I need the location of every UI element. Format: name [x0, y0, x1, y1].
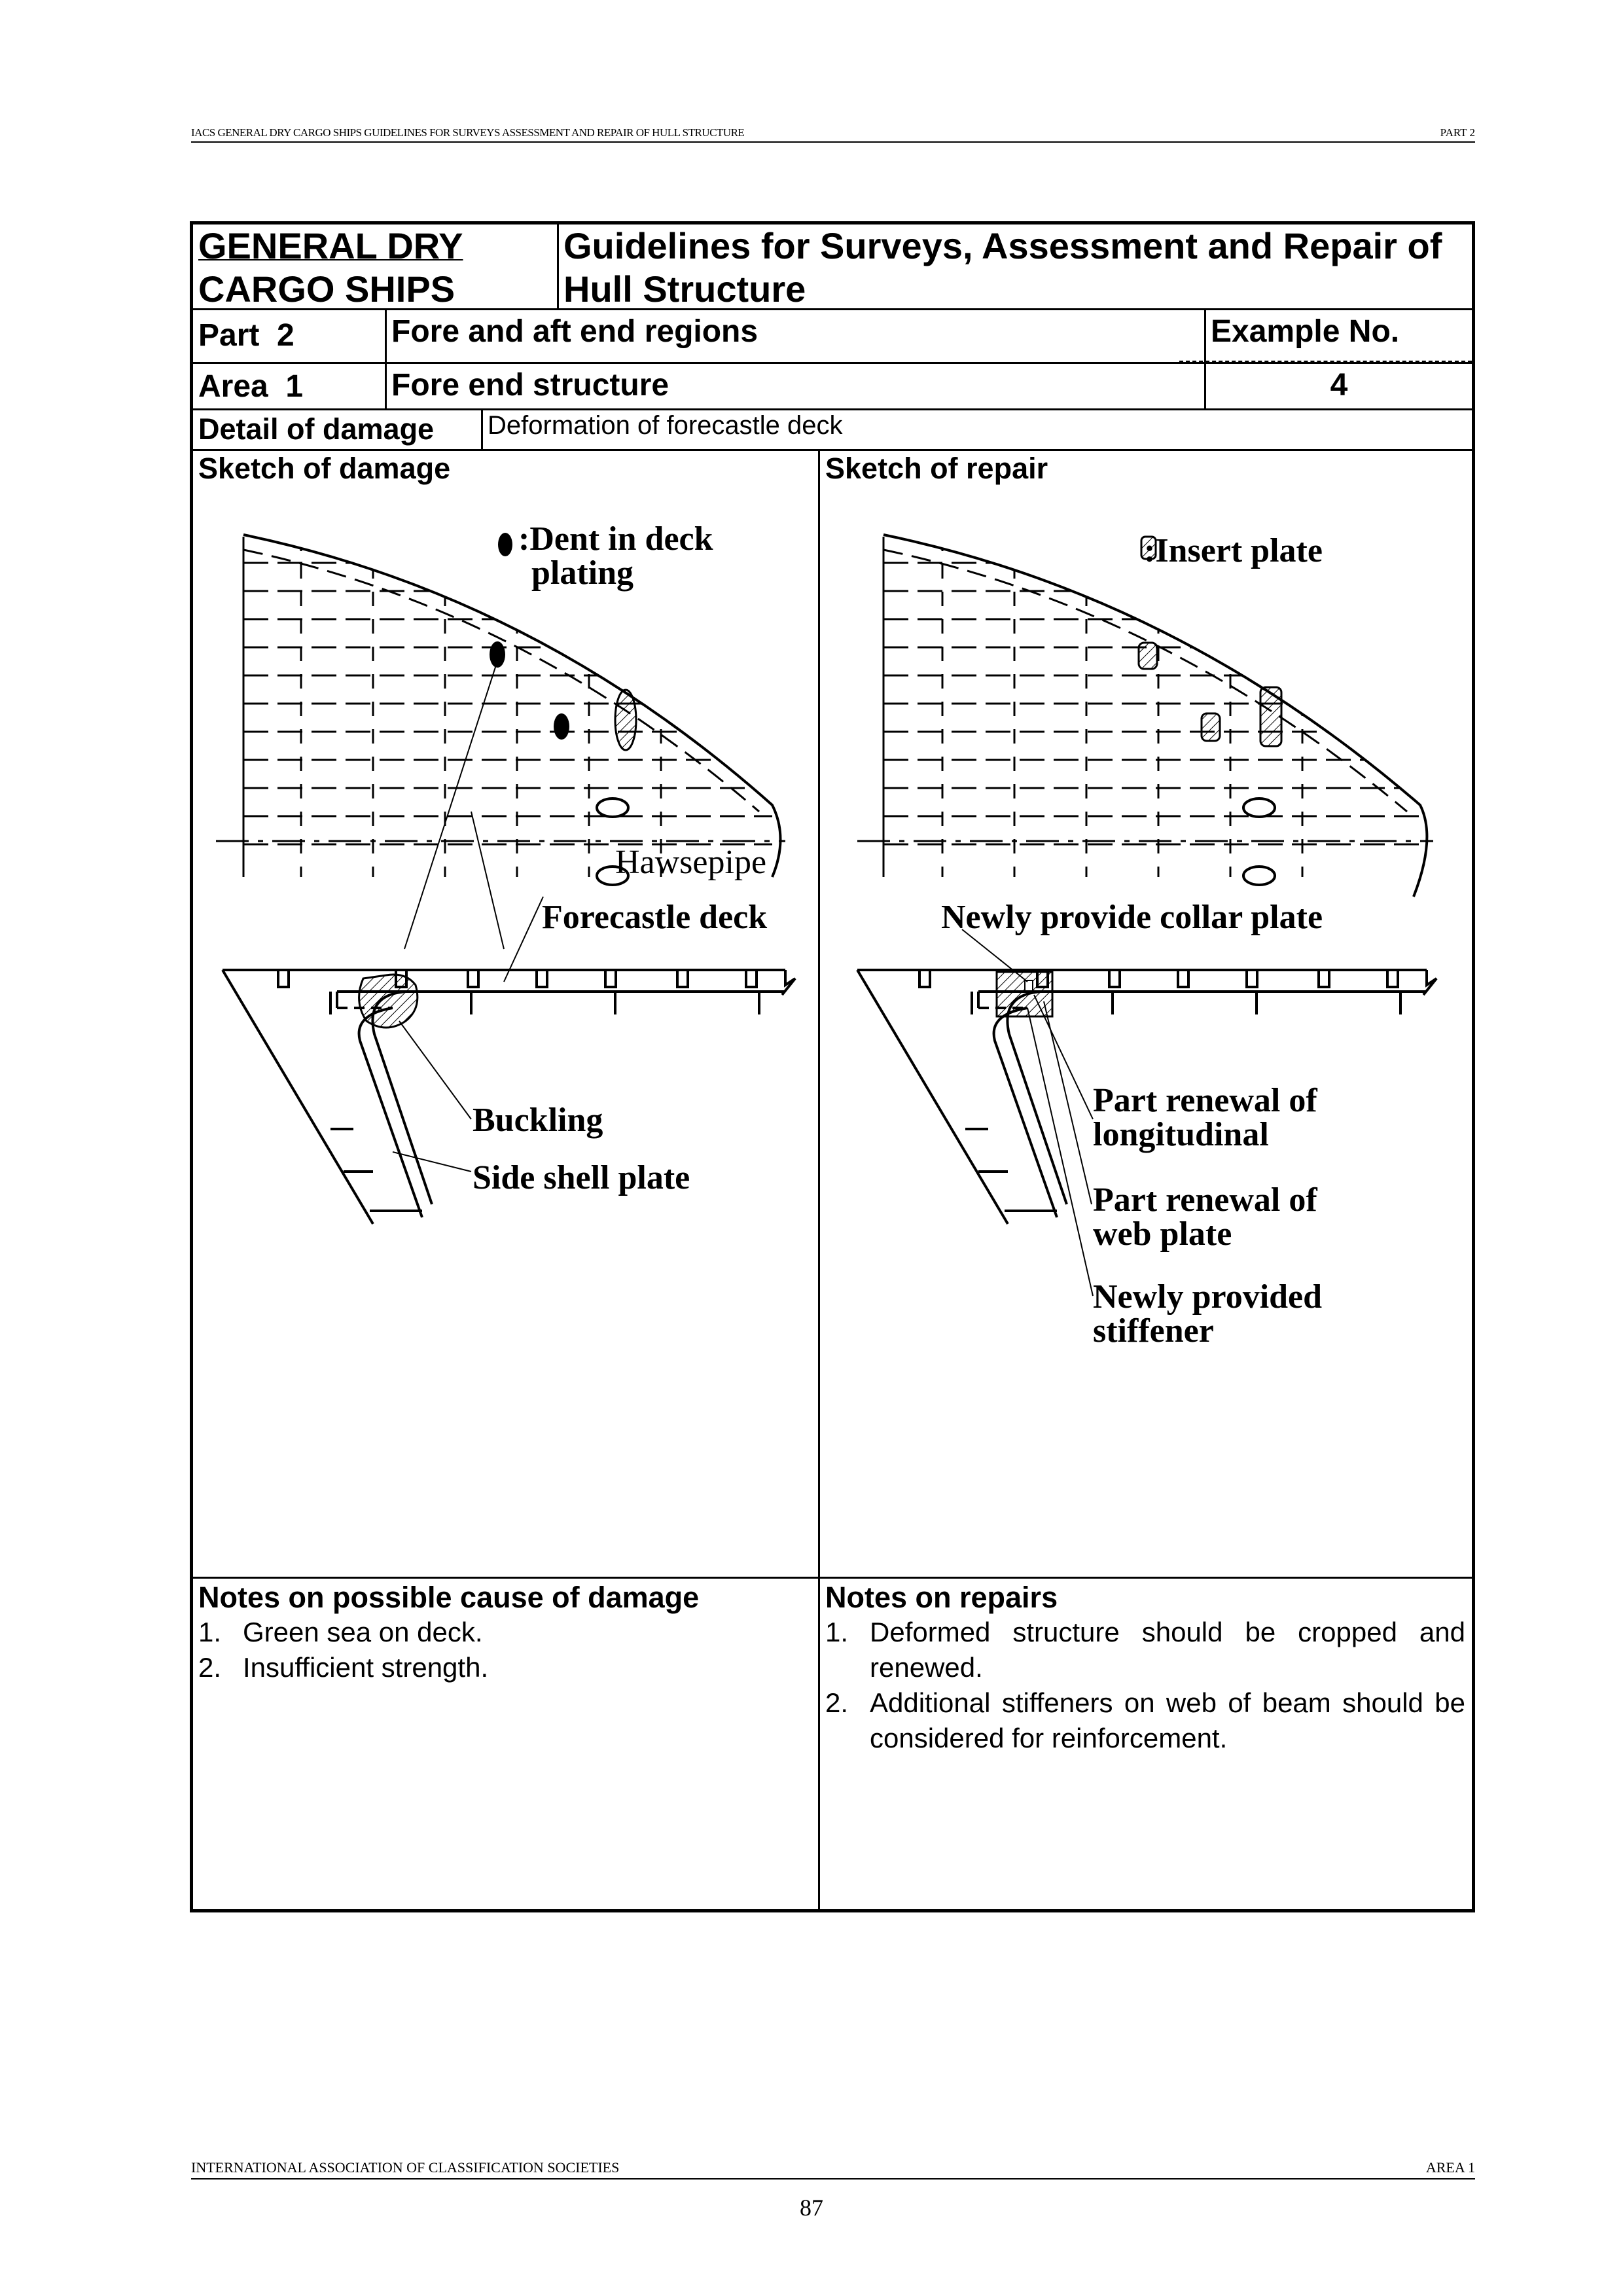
stiffener-line1: Newly provided — [1093, 1278, 1323, 1316]
rule — [193, 1577, 1472, 1579]
legend-dent — [518, 522, 713, 590]
area-value: Fore end structure — [391, 368, 669, 403]
list-item — [198, 1615, 807, 1650]
rule — [385, 308, 387, 408]
stiffener-line2: stiffener — [1093, 1312, 1214, 1350]
renewal-longitudinal-label — [1093, 1084, 1317, 1152]
sketch-damage-label: Sketch of damage — [198, 452, 451, 485]
sketch-repair-label: Sketch of repair — [825, 452, 1048, 485]
notes-cause — [198, 1581, 807, 1685]
renewal-long-line1: Part renewal of — [1093, 1082, 1317, 1119]
damage-sketch — [196, 497, 812, 1283]
example-number: 4 — [1330, 368, 1348, 403]
running-footer — [191, 2159, 1475, 2179]
notes-repairs — [825, 1581, 1465, 1756]
list-number: 1. — [198, 1617, 222, 1647]
footer-area: AREA 1 — [1425, 2159, 1475, 2176]
running-header — [191, 122, 1475, 143]
list-text: Green sea on deck. — [243, 1617, 483, 1647]
rule — [481, 408, 483, 449]
header-part: PART 2 — [1440, 126, 1475, 139]
side-shell-label: Side shell plate — [473, 1159, 690, 1196]
list-text: Insufficient strength. — [243, 1652, 489, 1683]
list-number: 2. — [198, 1652, 222, 1683]
forecastle-deck-label: Forecastle deck — [542, 899, 768, 936]
stiffener-label — [1093, 1280, 1322, 1348]
legend-dent-text2: plating — [531, 554, 634, 592]
rule — [193, 408, 1472, 410]
ship-type-line2: CARGO SHIPS — [198, 268, 455, 310]
legend-dent-text: :Dent in deck — [518, 520, 713, 558]
legend-insert-plate: :Insert plate — [1144, 532, 1323, 569]
renewal-web-line2: web plate — [1093, 1215, 1232, 1253]
example-label: Example No. — [1211, 314, 1400, 349]
rule — [193, 449, 1472, 451]
detail-label: Detail of damage — [198, 412, 435, 446]
part-value: Fore and aft end regions — [391, 314, 758, 349]
notes-cause-title: Notes on possible cause of damage — [198, 1581, 700, 1614]
list-number: 2. — [825, 1687, 849, 1718]
list-item — [825, 1615, 1465, 1685]
rule — [557, 224, 559, 308]
collar-plate-label: Newly provide collar plate — [941, 899, 1323, 936]
area-label: Area 1 — [198, 369, 304, 404]
list-text: Additional stiffeners on web of beam should be considered for reinforcement. — [870, 1687, 1465, 1753]
deck-grid — [883, 537, 1420, 877]
ship-type-line1: GENERAL DRY — [198, 225, 463, 266]
guideline-title — [563, 224, 1442, 311]
hawsepipe-label: Hawsepipe — [615, 844, 767, 881]
list-number: 1. — [825, 1617, 849, 1647]
list-item — [825, 1685, 1465, 1756]
list-item — [198, 1650, 807, 1685]
page-number: 87 — [800, 2195, 823, 2221]
rule — [818, 449, 820, 1909]
buckling-label: Buckling — [473, 1102, 603, 1139]
list-text: Deformed structure should be cropped and renewed. — [870, 1617, 1465, 1683]
repair-sketch — [831, 497, 1459, 1348]
header-title: IACS GENERAL DRY CARGO SHIPS GUIDELINES FOR SURVEYS ASSESSMENT AND REPAIR OF HULL STRUCTURE — [191, 126, 745, 139]
notes-repair-title: Notes on repairs — [825, 1581, 1058, 1614]
renewal-web-label — [1093, 1183, 1317, 1251]
dashed-rule — [1179, 361, 1472, 362]
guideline-title-line2: Hull Structure — [563, 268, 806, 310]
renewal-web-line1: Part renewal of — [1093, 1181, 1317, 1219]
part-label: Part 2 — [198, 318, 294, 353]
footer-organization: INTERNATIONAL ASSOCIATION OF CLASSIFICATION SOCIETIES — [191, 2159, 620, 2176]
ship-type — [198, 224, 463, 311]
renewal-long-line2: longitudinal — [1093, 1116, 1269, 1153]
detail-value: Deformation of forecastle deck — [488, 411, 843, 440]
guideline-title-line1: Guidelines for Surveys, Assessment and Repair of — [563, 225, 1442, 266]
